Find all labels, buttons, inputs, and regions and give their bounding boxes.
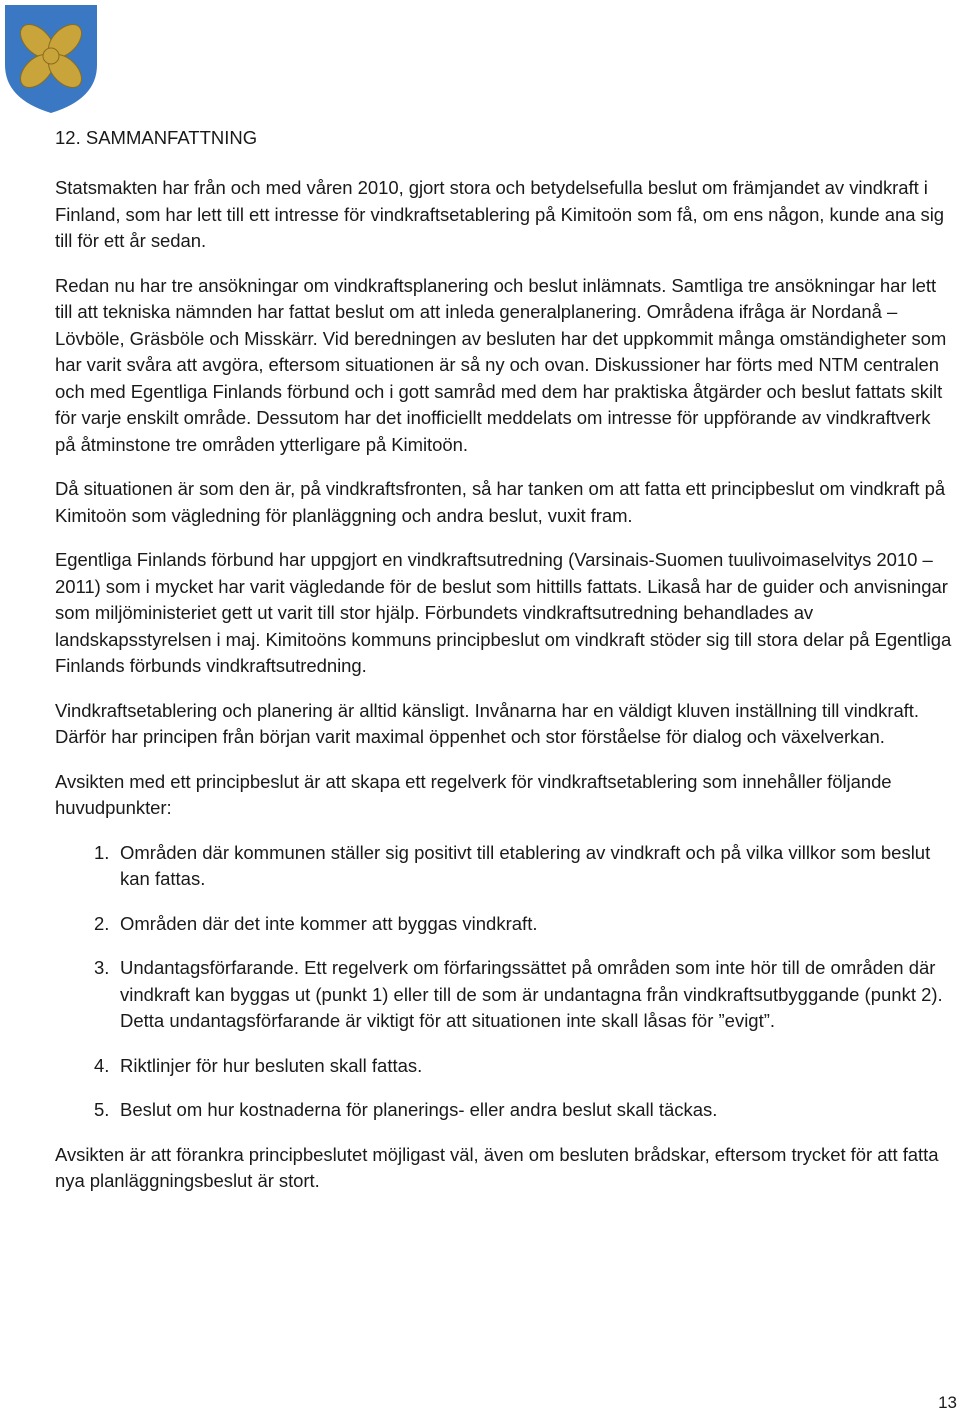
list-item — [55, 911, 955, 938]
list-item — [55, 1097, 955, 1124]
list-item-text: Områden där det inte kommer att byggas vindkraft. — [120, 912, 538, 934]
list-number: 5. — [94, 1099, 110, 1120]
list-item — [55, 1053, 955, 1080]
list-item — [55, 840, 955, 893]
list-number: 2. — [94, 912, 110, 934]
paragraph: Vindkraftsetablering och planering är alltid känsligt. Invånarna har en väldigt kluven inställning till vindkraft. Därför har principen från början varit maximal öppenhet och stor förståelse för dialog och växelverkan. — [55, 699, 919, 747]
paragraph: Egentliga Finlands förbund har uppgjort en vindkraftsutredning (Varsinais-Suomen tuulivoimaselvitys 2010 – 2011) som i mycket har varit vägledande för de beslut som hittills fattats. Likaså har de guider och anvisningar som miljöministeriet gett ut varit till stor hjälp. Förbundets vindkraftsutredning behandlades av landskapsstyrelsen i maj. Kimitoöns kommuns principbeslut om vindkraft stöder sig till stora delar på Egentliga Finlands förbunds vindkraftsutredning. — [55, 549, 952, 676]
list-item-text: Områden där kommunen ställer sig positivt till etablering av vindkraft och på vilka villkor som beslut kan fattas. — [120, 841, 931, 889]
municipality-crest-logo — [3, 3, 99, 115]
closing-paragraph: Avsikten är att förankra principbeslutet möjligast väl, även om besluten brådskar, eftersom trycket för att fatta nya planläggningsbeslut är stort. — [55, 1143, 939, 1191]
list-number: 3. — [94, 957, 110, 978]
paragraph: Avsikten med ett principbeslut är att skapa ett regelverk för vindkraftsetablering som innehåller följande huvudpunkter: — [55, 770, 892, 818]
document-body — [55, 175, 955, 1213]
paragraph: Redan nu har tre ansökningar om vindkraftsplanering och beslut inlämnats. Samtliga tre ansökningar har lett till att tekniska nämnden har fattat beslut om att inleda generalplanering. Områdena ifråga är Nordanå – Lövböle, Gräsböle och Misskärr. Vid beredningen av besluten har det uppkommit många omständigheter som har varit svåra att avgöra, eftersom situationen är så ny och ovan. Diskussioner har förts med NTM centralen och med Egentliga Finlands förbund och i gott samråd med dem har praktiska åtgärder och beslut fattats skilt för varje enskilt område. Dessutom har det inofficiellt meddelats om intresse för uppförande av vindkraftverk på åtminstone tre områden ytterligare på Kimitoön. — [55, 274, 947, 455]
list-number: 4. — [94, 1054, 110, 1076]
list-item — [55, 955, 955, 1035]
list-item-text: Undantagsförfarande. Ett regelverk om förfaringssättet på områden som inte hör till de områden där vindkraft kan byggas ut (punkt 1) eller till de som är undantagna från vindkraftsutbyggande (punkt 2). Detta undantagsförfarande är viktigt för att situationen inte skall låsas för ”evigt”. — [120, 957, 943, 1031]
list-item-text: Beslut om hur kostnaderna för planerings- eller andra beslut skall täckas. — [120, 1099, 718, 1120]
section-heading: 12. SAMMANFATTNING — [55, 127, 258, 148]
list-item-text: Riktlinjer för hur besluten skall fattas. — [120, 1054, 423, 1076]
paragraph: Då situationen är som den är, på vindkraftsfronten, så har tanken om att fatta ett principbeslut om vindkraft på Kimitoön som vägledning för planläggning och andra beslut, vuxit fram. — [55, 478, 946, 526]
main-points-list — [55, 840, 955, 1124]
page-number: 13 — [938, 1393, 957, 1412]
list-number: 1. — [94, 841, 110, 863]
paragraph: Statsmakten har från och med våren 2010, gjort stora och betydelsefulla beslut om främjandet av vindkraft i Finland, som har lett till ett intresse för vindkraftsetablering på Kimitoön som få, om ens någon, kunde ana sig till för ett år sedan. — [55, 177, 945, 251]
